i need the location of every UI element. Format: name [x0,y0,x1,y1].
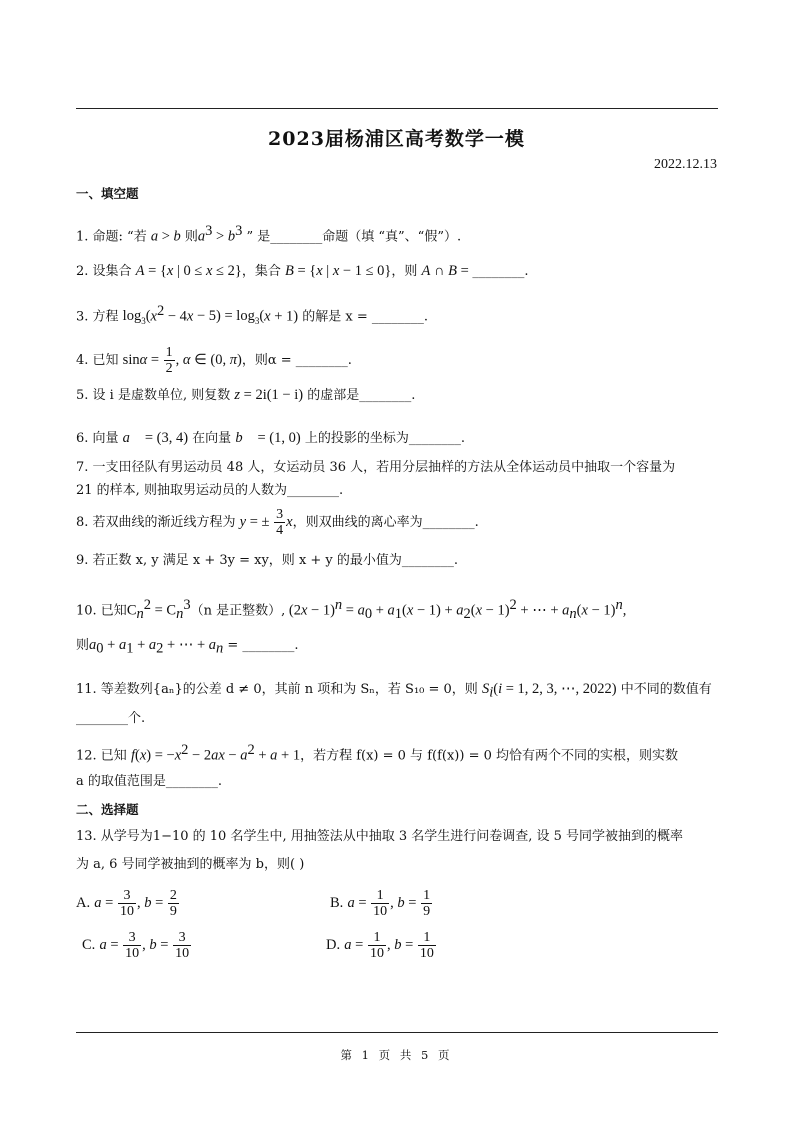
question-10-line-1: 10. 已知$C_n^2 = C_n^3(n$ 是正整数）, $(2x - 1)^n = a_0 + a_1(x - 1) + a_2(x - 1)^2$ + ⋯ + $a_n(x - 1)^n$, [76,597,627,622]
question-7-line-2: 21 的样本, 则抽取男运动员的人数为________. [76,483,344,498]
question-13-line-1: 13. 从学号为1−10 的 10 名学生中, 用抽签法从中抽取 3 名学生进行问卷调查, 设 5 号同学被抽到的概率 [76,829,684,844]
question-13-line-2: 为 a, 6 号同学被抽到的概率为 b，则( ) [76,857,305,872]
option-a[interactable]: A. a = $\frac{3}{10}$ , b = $\frac{2}{9}$ [76,888,177,919]
option-b[interactable]: B. a = $\frac{1}{10}$ , b = $\frac{1}{9}$ [330,888,431,919]
question-11-line-2: ________个. [76,711,146,726]
question-3: 3. 方程 $\log_3(x^2 - 4x - 5) = \log_3(x + 1)$ 的解是 x = ________. [76,303,429,327]
question-10-line-2: 则$a_0 + a_1 + a_2$ + ⋯ + $a_n$ = ________. [76,637,299,657]
section-fill-in: 一、填空题 [76,186,139,201]
question-4: 4. 已知 sinα = $\frac{1}{2}$ , α ∈ (0, π)，则α = ________. [76,345,352,376]
question-2: 2. 设集合 A = {x | 0 ≤ x ≤ 2}，集合 B = {x | x − 1 ≤ 0}，则 A ∩ B = ________. [76,263,529,279]
question-7-line-1: 7. 一支田径队有男运动员 48 人，女运动员 36 人，若用分层抽样的方法从全体运动员中抽取一个容量为 [76,460,676,475]
question-9: 9. 若正数 x, y 满足 x + 3y = xy，则 x + y 的最小值为________. [76,553,459,568]
question-12-line-2: a 的取值范围是________. [76,774,223,789]
question-12-line-1: 12. 已知 $f(x) = -x^2 - 2ax - a^2 + a + 1$，若方程 f(x) = 0 与 f(f(x)) = 0 均恰有两个不同的实根，则实数 [76,742,678,764]
option-c[interactable]: C. a = $\frac{3}{10}$ , b = $\frac{3}{10}$ [82,930,190,961]
page-title: 2023届杨浦区高考数学一模 [268,128,525,150]
option-d[interactable]: D. a = $\frac{1}{10}$ , b = $\frac{1}{10}$ [326,930,434,961]
question-6: 6. 向量 a⃗ = (3, 4) 在向量 b⃗ = (1, 0) 上的投影的坐标为________. [76,430,465,446]
question-5: 5. 设 i 是虚数单位, 则复数 z = 2i(1 − i) 的虚部是________. [76,387,416,403]
question-11-line-1: 11. 等差数列{aₙ}的公差 d ≠ 0，其前 n 项和为 Sₙ，若 S₁₀ = 0，则 $S_i(i = 1$, 2, 3, ⋯, 2022) 中不同的数值有 [76,681,712,701]
question-1: 1. 命题: “若 a > b 则$a^3 > b^3$ ” 是________命题（填 “真”、“假”）. [76,223,462,245]
page-footer: 第 1 页 共 5 页 [340,1048,453,1062]
question-8: 8. 若双曲线的渐近线方程为 y = ± $\frac{3}{4}$ x，则双曲线的离心率为________. [76,507,479,538]
top-rule [76,108,718,109]
exam-date: 2022.12.13 [654,157,717,172]
bottom-rule [76,1032,718,1033]
section-multiple-choice: 二、选择题 [76,802,139,817]
